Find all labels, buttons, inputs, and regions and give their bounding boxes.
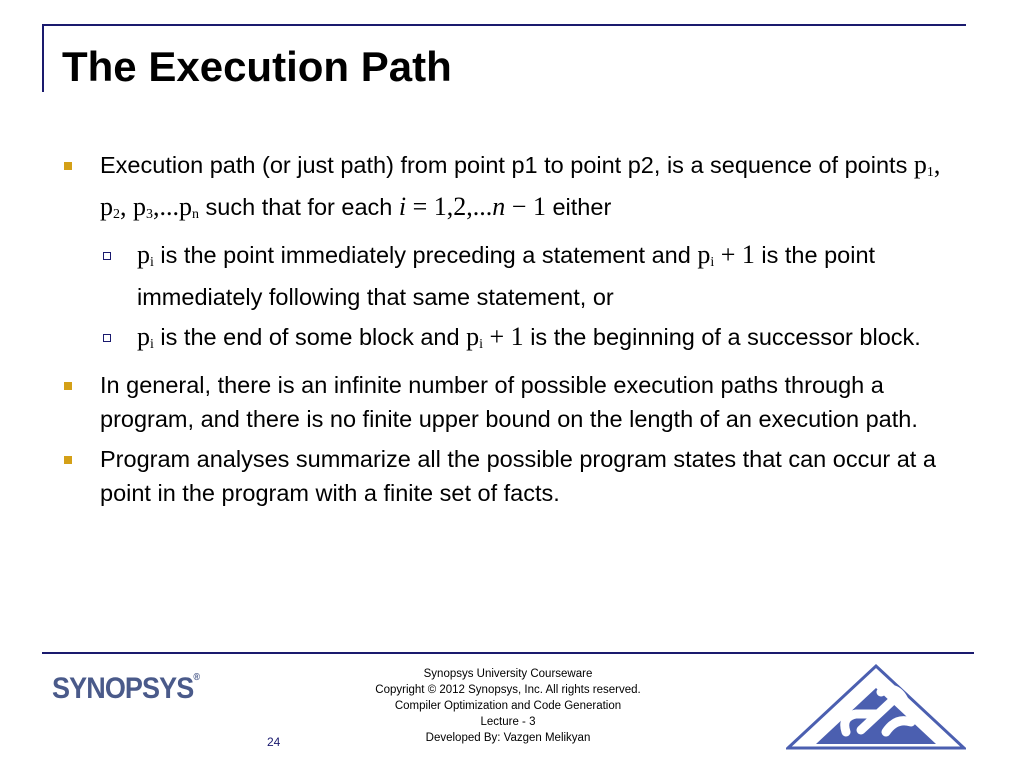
bullet-text: Program analyses summarize all the possible program states that can occur at a point in the program with a finite set of facts. <box>100 446 936 506</box>
subbullet-text: is the end of some block and <box>160 324 460 350</box>
footer-rule <box>42 652 974 654</box>
bullet-square-icon <box>64 162 72 170</box>
footer-line: Developed By: Vazgen Melikyan <box>425 732 591 744</box>
subbullet-item <box>62 238 972 314</box>
subbullet-text: is the beginning of a successor block. <box>530 324 921 350</box>
subbullet-text: is the point immediately following that same statement, or <box>137 242 876 310</box>
bullet-item <box>62 442 972 510</box>
hollow-square-icon <box>103 252 111 260</box>
footer-line: Lecture - 3 <box>480 716 536 728</box>
hollow-square-icon <box>103 334 111 342</box>
top-rule <box>42 24 966 26</box>
slide-title: The Execution Path <box>62 43 452 90</box>
subbullet-item <box>62 320 972 362</box>
pi-formula: $p_i$ <box>137 240 154 270</box>
footer-line: Copyright © 2012 Synopsys, Inc. All rights reserved. <box>375 684 641 696</box>
bullet-square-icon <box>64 382 72 390</box>
pi-plus-one-formula: $p_i + 1$ <box>466 322 524 352</box>
bullet-text: Execution path (or just path) from point p1 to point p2, is a sequence of points <box>100 152 908 178</box>
logo-wordmark: SYNOPSYS <box>52 672 194 705</box>
pi-formula: $p_i$ <box>137 322 154 352</box>
bullet-text: such that for each <box>205 194 393 220</box>
page-number: 24 <box>267 735 281 749</box>
bullet-text: either <box>552 194 612 220</box>
slide-content <box>62 148 972 516</box>
bullet-text: In general, there is an infinite number of possible execution paths through a program, and there is no finite upper bound on the length of an execution path. <box>100 372 918 432</box>
subbullet-text: is the point immediately preceding a statement and <box>160 242 691 268</box>
footer-line: Compiler Optimization and Code Generation <box>394 700 622 712</box>
points-sequence-formula: $p_1$, $p_2$, $p_3,...p_n$ <box>100 150 941 222</box>
left-rule <box>42 24 44 92</box>
synopsys-logo: SYNOPSYS® <box>52 672 200 705</box>
bullet-item <box>62 368 972 436</box>
university-emblem-icon <box>786 662 966 752</box>
footer-line: Synopsys University Courseware <box>423 668 593 680</box>
pi-plus-one-formula: $p_i + 1$ <box>697 240 755 270</box>
bullet-item <box>62 148 972 232</box>
index-range-formula: i = 1,2,...n − 1 <box>398 192 546 221</box>
bullet-square-icon <box>64 456 72 464</box>
footer-credits <box>340 666 676 746</box>
